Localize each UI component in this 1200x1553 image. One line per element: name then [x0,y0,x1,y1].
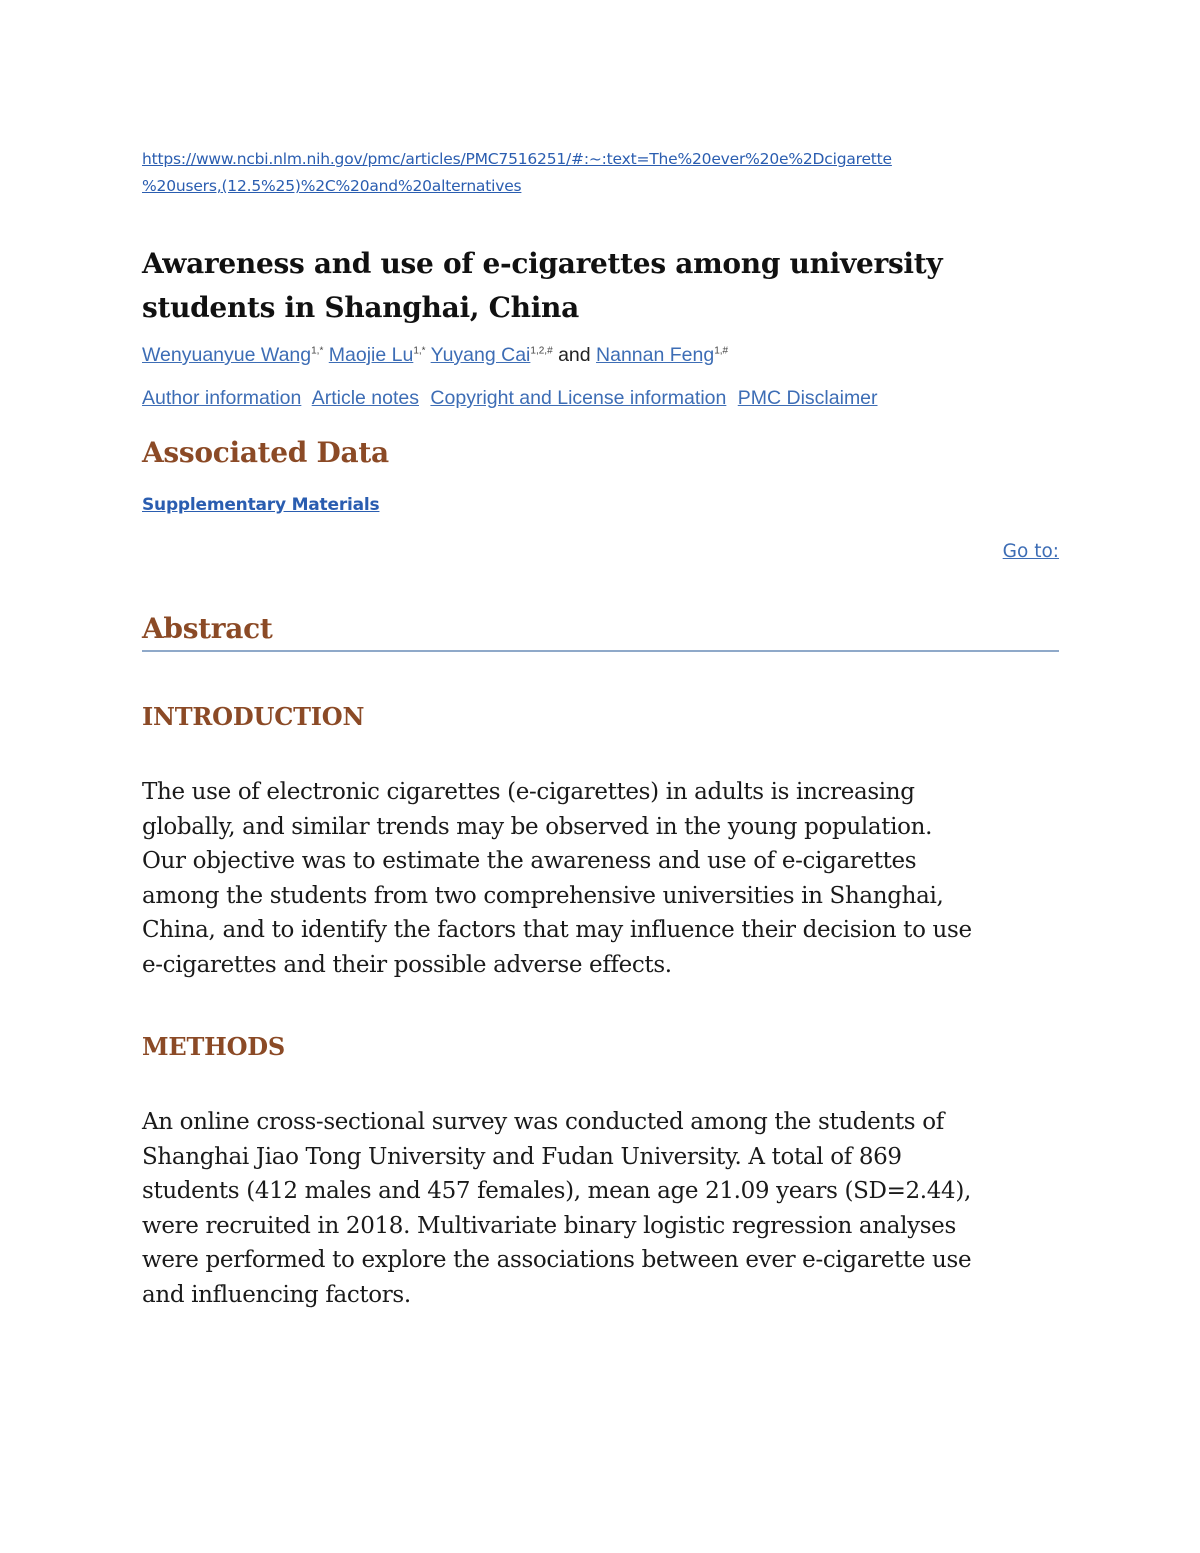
introduction-line: e-cigarettes and their possible adverse effects. [142,951,672,978]
author-link-wang[interactable]: Wenyuanyue Wang [142,344,312,366]
pmc-disclaimer-link[interactable]: PMC Disclaimer [737,387,878,409]
article-info-links [142,387,884,410]
author-link-lu[interactable]: Maojie Lu [328,344,414,366]
author-and-text: and [558,344,591,366]
methods-line: and influencing factors. [142,1281,411,1308]
abstract-divider [142,650,1059,652]
author-affiliation-lu: 1,* [413,345,426,357]
methods-line: An online cross-sectional survey was conducted among the students of [142,1109,944,1135]
author-affiliation-wang: 1,* [311,345,324,357]
author-link-cai[interactable]: Yuyang Cai [430,344,531,366]
supplementary-materials-link[interactable]: Supplementary Materials [142,495,380,515]
methods-heading: METHODS [142,1032,286,1061]
author-affiliation-feng: 1,# [714,345,729,357]
author-link-feng[interactable]: Nannan Feng [596,344,715,366]
introduction-line: Our objective was to estimate the awareness and use of e-cigarettes [142,848,917,875]
introduction-line: China, and to identify the factors that may influence their decision to use [142,917,972,944]
methods-line: were recruited in 2018. Multivariate binary logistic regression analyses [142,1212,956,1239]
associated-data-heading: Associated Data [142,436,389,469]
introduction-line: globally, and similar trends may be observed in the young population. [142,813,933,840]
methods-line: students (412 males and 457 females), mean age 21.09 years (SD=2.44), [142,1178,971,1205]
author-information-link[interactable]: Author information [142,387,302,409]
introduction-line: among the students from two comprehensive universities in Shanghai, [142,882,944,909]
source-url-line-1[interactable]: https://www.ncbi.nlm.nih.gov/pmc/articles/PMC7516251/#:~:text=The%20ever%20e%2Dcigarette [142,150,892,168]
introduction-heading: INTRODUCTION [142,702,365,731]
article-notes-link[interactable]: Article notes [311,387,419,409]
methods-line: Shanghai Jiao Tong University and Fudan University. A total of 869 [142,1143,902,1170]
goto-link[interactable]: Go to: [1002,541,1059,562]
article-title-line-2: students in Shanghai, China [142,291,579,324]
article-title-line-1: Awareness and use of e-cigarettes among university [142,247,943,280]
copyright-license-link[interactable]: Copyright and License information [430,387,727,409]
abstract-heading: Abstract [142,612,273,645]
source-url-line-2[interactable]: %20users,(12.5%25)%2C%20and%20alternatives [142,177,522,195]
methods-paragraph [142,1105,1072,1313]
author-affiliation-cai: 1,2,# [530,345,553,357]
article-title [142,242,1042,330]
source-url-link[interactable] [142,146,1022,200]
methods-line: were performed to explore the associations between ever e-cigarette use [142,1247,972,1274]
introduction-paragraph [142,775,1072,983]
introduction-line: The use of electronic cigarettes (e-cigarettes) in adults is increasing [142,779,915,805]
author-list [142,344,728,367]
